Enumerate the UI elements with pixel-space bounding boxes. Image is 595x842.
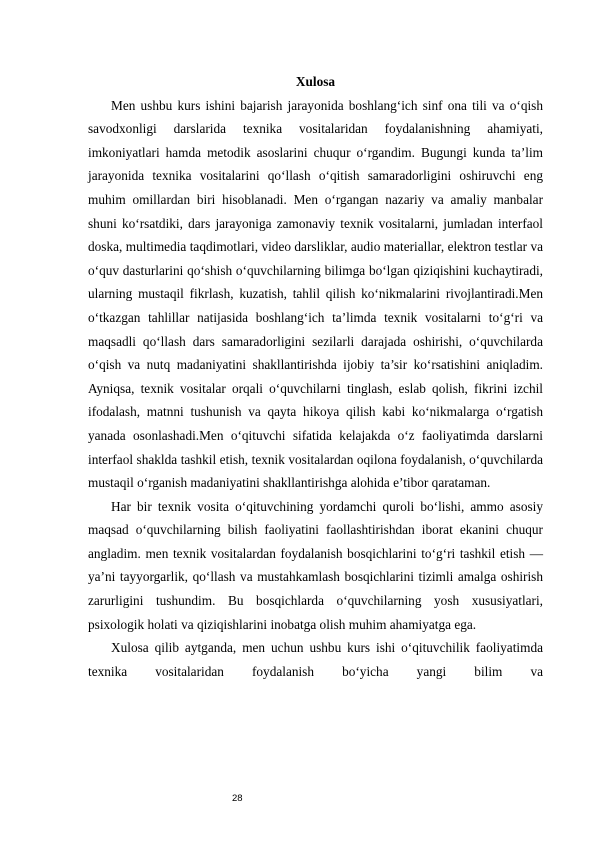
body-paragraph-3: Xulosa qilib aytganda, men uchun ushbu kurs ishi o‘qituvchilik faoliyatimda texnika vositalaridan foydalanish bo‘yicha yangi bilim va (88, 640, 543, 679)
document-page (88, 70, 543, 683)
body-paragraph-2: Har bir texnik vosita o‘qituvchining yordamchi quroli bo‘lishi, ammo asosiy maqsad o‘quvchilarning bilish faoliyatini faollashtirishdan iborat ekanini chuqur angladim. men texnik vositalardan foydalanish bosqichlarini to‘g‘ri tashkil etish — ya’ni tayyorgarlik, qo‘llash va mustahkamlash bosqichlarini tizimli amalga oshirish zarurligini tushundim. Bu bosqichlarda o‘quvchilarning yosh xususiyatlari, psixologik holati va qiziqishlarini inobatga olish muhim ahamiyatga ega. (88, 498, 543, 632)
section-title: Xulosa (295, 74, 336, 89)
page-number: 28 (232, 793, 243, 804)
body-paragraph-1: Men ushbu kurs ishini bajarish jarayonida boshlang‘ich sinf ona tili va o‘qish savodxonligi darslarida texnika vositalaridan foydalanishning ahamiyati, imkoniyatlari hamda metodik asoslarini chuqur o‘rgandim. Bugungi kunda ta’lim jarayonida texnika vositalarini qo‘llash o‘qitish samaradorligini oshiruvchi eng muhim omillardan biri hisoblanadi. Men o‘rgangan nazariy va amaliy manbalar shuni ko‘rsatdiki, dars jarayoniga zamonaviy texnik vositalarni, jumladan interfaol doska, multimedia taqdimotlari, video darsliklar, audio materiallar, elektron testlar va o‘quv dasturlarini qo‘shish o‘quvchilarning bilimga bo‘lgan qiziqishini kuchaytiradi, ularning mustaqil fikrlash, kuzatish, tahlil qilish ko‘nikmalarini rivojlantiradi.Men o‘tkazgan tahlillar natijasida boshlang‘ich ta’limda texnik vositalarni to‘g‘ri va maqsadli qo‘llash dars samaradorligini sezilarli darajada oshirishi, o‘quvchilarda o‘qish va nutq madaniyatini shakllantirishda ijobiy ta’sir ko‘rsatishini aniqladim. Ayniqsa, texnik vositalar orqali o‘quvchilarni tinglash, eslab qolish, fikrini izchil ifodalash, matnni tushunish va qayta hikoya qilish kabi ko‘nikmalarga o‘rgatish yanada osonlashadi.Men o‘qituvchi sifatida kelajakda o‘z faoliyatimda darslarni interfaol shaklda tashkil etish, texnik vositalardan oqilona foydalanish, o‘quvchilarda mustaqil o‘rganish madaniyatini shakllantirishga alohida e’tibor qarataman. (88, 97, 543, 491)
